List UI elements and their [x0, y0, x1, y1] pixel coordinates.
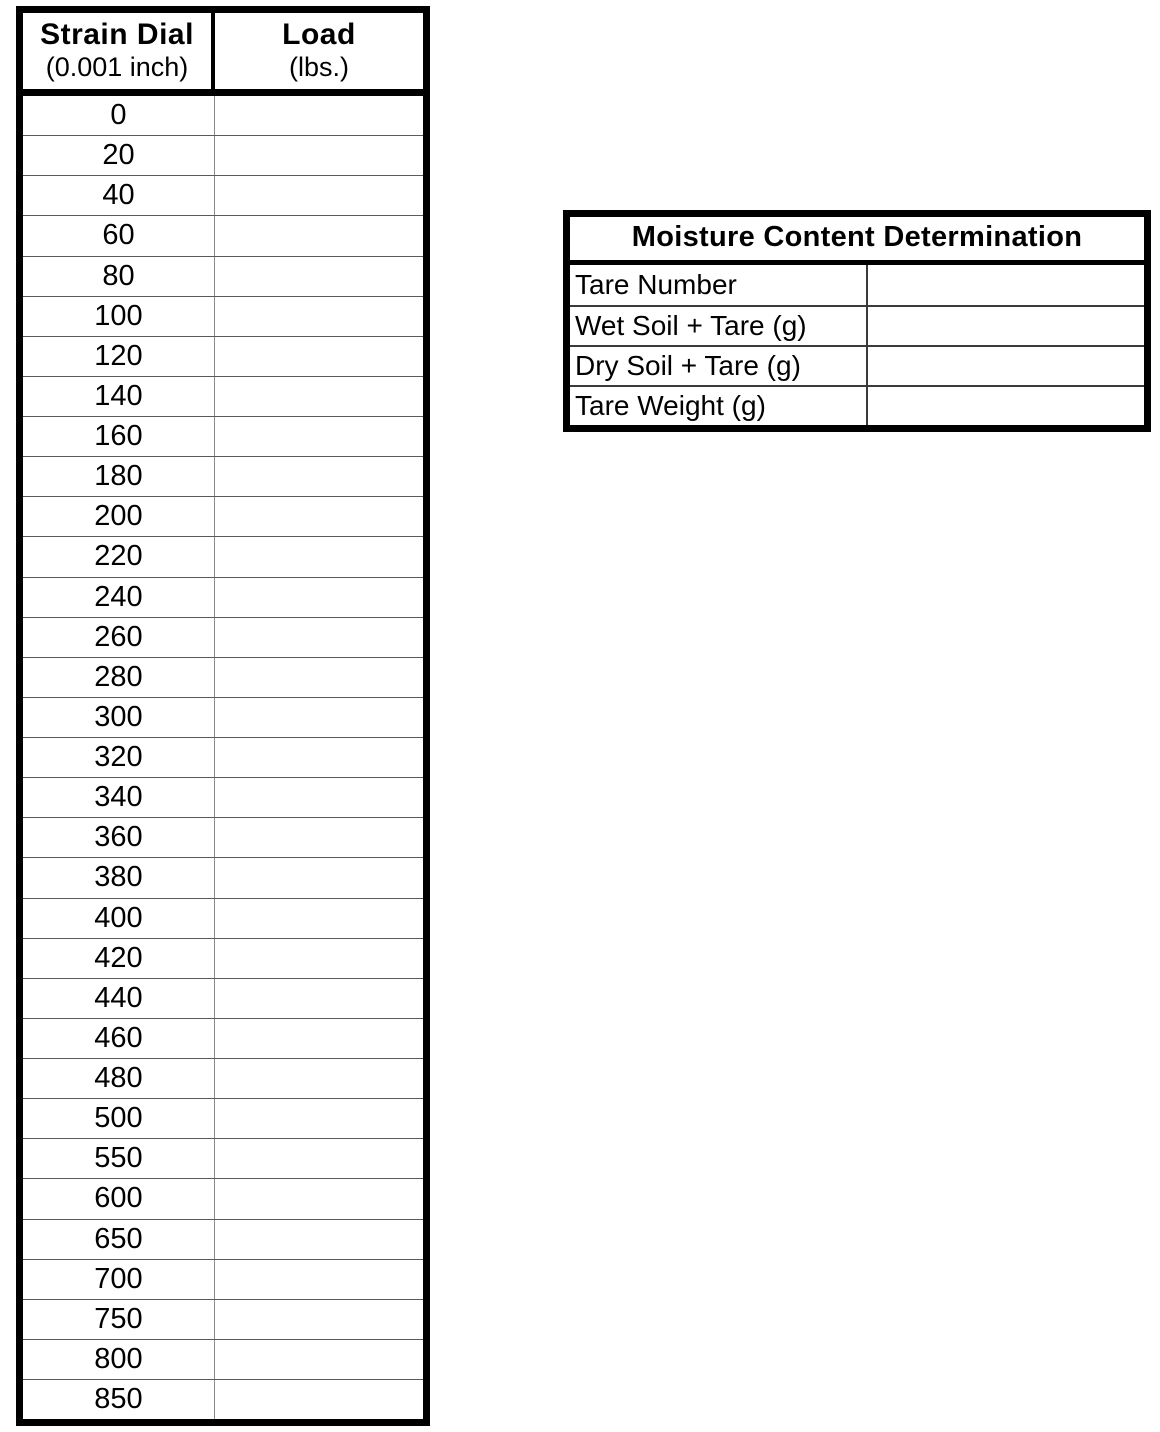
strain-value-cell: 40: [23, 176, 215, 215]
table-row: [23, 617, 423, 657]
load-entry-cell[interactable]: [215, 377, 423, 416]
load-entry-cell[interactable]: [215, 1340, 423, 1379]
table-row: [23, 938, 423, 978]
table-row: [23, 1299, 423, 1339]
table-row: [23, 1339, 423, 1379]
load-entry-cell[interactable]: [215, 337, 423, 376]
load-entry-cell[interactable]: [215, 979, 423, 1018]
strain-value-cell: 120: [23, 337, 215, 376]
moisture-row-label: Tare Number: [570, 265, 868, 305]
load-entry-cell[interactable]: [215, 1380, 423, 1419]
strain-value-cell: 200: [23, 497, 215, 536]
strain-value-cell: 260: [23, 618, 215, 657]
table-row: [23, 215, 423, 255]
moisture-row-label: Dry Soil + Tare (g): [570, 347, 868, 385]
strain-table-header: [23, 13, 423, 96]
load-entry-cell[interactable]: [215, 778, 423, 817]
load-entry-cell[interactable]: [215, 257, 423, 296]
load-entry-cell[interactable]: [215, 1019, 423, 1058]
load-entry-cell[interactable]: [215, 216, 423, 255]
strain-value-cell: 600: [23, 1179, 215, 1218]
moisture-content-table: [563, 210, 1151, 432]
strain-load-table: [16, 6, 430, 1426]
moisture-entry-cell[interactable]: [868, 347, 1144, 385]
moisture-table-title: Moisture Content Determination: [570, 217, 1144, 265]
load-entry-cell[interactable]: [215, 537, 423, 576]
load-entry-cell[interactable]: [215, 457, 423, 496]
table-row: [23, 1098, 423, 1138]
moisture-entry-cell[interactable]: [868, 387, 1144, 425]
strain-value-cell: 300: [23, 698, 215, 737]
strain-value-cell: 60: [23, 216, 215, 255]
table-row: [23, 1138, 423, 1178]
load-entry-cell[interactable]: [215, 417, 423, 456]
strain-value-cell: 550: [23, 1139, 215, 1178]
strain-value-cell: 180: [23, 457, 215, 496]
table-row: [23, 978, 423, 1018]
strain-value-cell: 500: [23, 1099, 215, 1138]
table-row: [23, 296, 423, 336]
table-row: [23, 1018, 423, 1058]
load-entry-cell[interactable]: [215, 497, 423, 536]
strain-value-cell: 140: [23, 377, 215, 416]
strain-value-cell: 700: [23, 1260, 215, 1299]
strain-dial-units: (0.001 inch): [45, 52, 189, 83]
table-row: [23, 898, 423, 938]
table-row: [570, 345, 1144, 385]
moisture-row-label: Tare Weight (g): [570, 387, 868, 425]
strain-value-cell: 750: [23, 1300, 215, 1339]
load-entry-cell[interactable]: [215, 1300, 423, 1339]
table-row: [23, 96, 423, 135]
strain-value-cell: 340: [23, 778, 215, 817]
load-entry-cell[interactable]: [215, 858, 423, 897]
moisture-entry-cell[interactable]: [868, 307, 1144, 345]
strain-value-cell: 420: [23, 939, 215, 978]
strain-value-cell: 80: [23, 257, 215, 296]
table-row: [23, 577, 423, 617]
strain-value-cell: 320: [23, 738, 215, 777]
load-entry-cell[interactable]: [215, 176, 423, 215]
table-row: [23, 697, 423, 737]
strain-value-cell: 480: [23, 1059, 215, 1098]
strain-dial-title: Strain Dial: [40, 18, 194, 52]
load-entry-cell[interactable]: [215, 738, 423, 777]
strain-value-cell: 160: [23, 417, 215, 456]
strain-value-cell: 380: [23, 858, 215, 897]
table-row: [23, 1259, 423, 1299]
table-row: [23, 256, 423, 296]
table-row: [570, 265, 1144, 305]
strain-value-cell: 20: [23, 136, 215, 175]
table-row: [23, 135, 423, 175]
load-entry-cell[interactable]: [215, 96, 423, 135]
load-entry-cell[interactable]: [215, 1139, 423, 1178]
strain-value-cell: 240: [23, 578, 215, 617]
load-entry-cell[interactable]: [215, 297, 423, 336]
table-row: [23, 777, 423, 817]
load-entry-cell[interactable]: [215, 698, 423, 737]
table-row: [23, 536, 423, 576]
strain-value-cell: 800: [23, 1340, 215, 1379]
table-row: [23, 336, 423, 376]
load-entry-cell[interactable]: [215, 1099, 423, 1138]
table-row: [23, 1219, 423, 1259]
strain-value-cell: 220: [23, 537, 215, 576]
load-entry-cell[interactable]: [215, 1179, 423, 1218]
table-row: [23, 416, 423, 456]
load-entry-cell[interactable]: [215, 136, 423, 175]
load-entry-cell[interactable]: [215, 1220, 423, 1259]
load-entry-cell[interactable]: [215, 658, 423, 697]
table-row: [23, 1379, 423, 1419]
strain-table-body: [23, 96, 423, 1419]
moisture-entry-cell[interactable]: [868, 265, 1144, 305]
strain-value-cell: 650: [23, 1220, 215, 1259]
load-header-cell: [215, 13, 423, 89]
moisture-row-label: Wet Soil + Tare (g): [570, 307, 868, 345]
load-entry-cell[interactable]: [215, 578, 423, 617]
strain-value-cell: 0: [23, 96, 215, 135]
load-entry-cell[interactable]: [215, 818, 423, 857]
table-row: [23, 376, 423, 416]
strain-value-cell: 400: [23, 899, 215, 938]
strain-value-cell: 360: [23, 818, 215, 857]
moisture-table-body: [570, 265, 1144, 425]
load-title: Load: [282, 18, 356, 52]
load-entry-cell[interactable]: [215, 1260, 423, 1299]
table-row: [23, 1178, 423, 1218]
strain-value-cell: 850: [23, 1380, 215, 1419]
load-entry-cell[interactable]: [215, 618, 423, 657]
load-entry-cell[interactable]: [215, 899, 423, 938]
table-row: [570, 385, 1144, 425]
table-row: [570, 305, 1144, 345]
table-row: [23, 1058, 423, 1098]
load-entry-cell[interactable]: [215, 939, 423, 978]
table-row: [23, 817, 423, 857]
strain-value-cell: 280: [23, 658, 215, 697]
table-row: [23, 496, 423, 536]
table-row: [23, 456, 423, 496]
strain-dial-header-cell: [23, 13, 215, 89]
table-row: [23, 175, 423, 215]
load-entry-cell[interactable]: [215, 1059, 423, 1098]
strain-value-cell: 440: [23, 979, 215, 1018]
strain-value-cell: 100: [23, 297, 215, 336]
table-row: [23, 857, 423, 897]
table-row: [23, 737, 423, 777]
load-units: (lbs.): [289, 52, 349, 83]
strain-value-cell: 460: [23, 1019, 215, 1058]
table-row: [23, 657, 423, 697]
